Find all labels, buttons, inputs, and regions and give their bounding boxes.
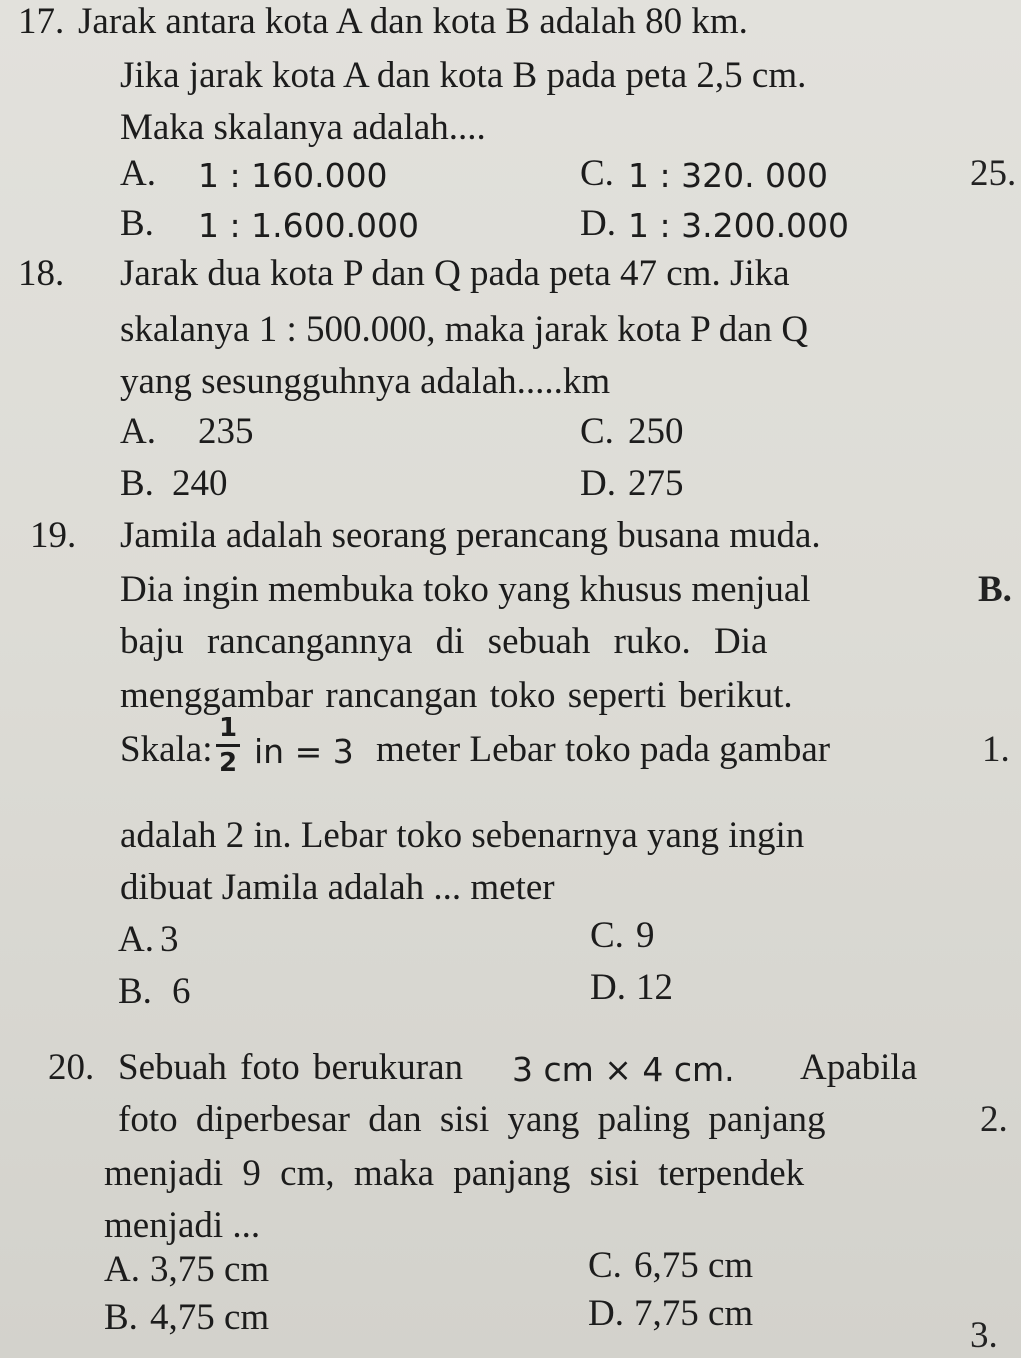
option-letter: A. xyxy=(120,411,156,452)
option-text: 4,75 cm xyxy=(150,1297,270,1338)
option-text: 275 xyxy=(628,463,684,504)
question-number: 17. xyxy=(18,1,65,42)
question-text-line: Apabila xyxy=(800,1047,918,1088)
option-letter: B. xyxy=(104,1297,138,1338)
option-text: 3 xyxy=(160,919,179,960)
question-text-line: Jarak antara kota A dan kota B adalah 80 km. xyxy=(78,1,748,42)
size-expression: 3 cm × 4 cm. xyxy=(512,1050,735,1089)
question-text-line: menjadi ... xyxy=(104,1205,261,1246)
question-text-line: adalah 2 in. Lebar toko sebenarnya yang ingin xyxy=(120,815,805,856)
scale-label: Skala: xyxy=(120,729,213,770)
option-letter: D. xyxy=(588,1293,624,1334)
option-text: 6,75 cm xyxy=(634,1245,754,1286)
option-letter: B. xyxy=(118,971,152,1012)
question-text-line: menggambar rancangan toko seperti berikut. xyxy=(120,675,793,716)
option-text: 250 xyxy=(628,411,684,452)
option-letter: A. xyxy=(118,919,154,960)
side-label: 2. xyxy=(980,1099,1008,1140)
question-text-line: Dia ingin membuka toko yang khusus menjual xyxy=(120,569,811,610)
question-text-line: foto diperbesar dan sisi yang paling panjang xyxy=(118,1099,826,1140)
option-text: 9 xyxy=(636,915,655,956)
option-letter: C. xyxy=(580,411,614,452)
question-text-line: dibuat Jamila adalah ... meter xyxy=(120,867,555,908)
question-text-line: Jika jarak kota A dan kota B pada peta 2,5 cm. xyxy=(120,55,807,96)
option-text: 3,75 cm xyxy=(150,1249,270,1290)
option-letter: C. xyxy=(580,153,614,194)
option-letter: A. xyxy=(120,153,156,194)
question-text-line: menjadi 9 cm, maka panjang sisi terpendek xyxy=(104,1153,805,1194)
side-label: 3. xyxy=(970,1315,998,1356)
question-text-line: baju rancangannya di sebuah ruko. Dia xyxy=(120,621,768,662)
side-label: 1. xyxy=(982,729,1010,770)
option-letter: A. xyxy=(104,1249,140,1290)
question-text-line: skalanya 1 : 500.000, maka jarak kota P dan Q xyxy=(120,309,809,350)
option-letter: C. xyxy=(590,915,624,956)
option-text: 240 xyxy=(172,463,228,504)
fraction-numerator: 1 xyxy=(218,713,238,743)
option-text: 1 : 1.600.000 xyxy=(198,206,420,245)
option-letter: D. xyxy=(580,463,616,504)
fraction-bar xyxy=(216,744,240,747)
question-text-line: Sebuah foto berukuran xyxy=(118,1047,464,1088)
scale-fraction xyxy=(212,714,244,777)
question-number: 20. xyxy=(48,1047,95,1088)
option-text: 1 : 160.000 xyxy=(198,156,388,195)
option-text: 235 xyxy=(198,411,254,452)
question-text-line: meter Lebar toko pada gambar xyxy=(376,729,831,770)
question-text-line: Jamila adalah seorang perancang busana muda. xyxy=(120,515,821,556)
option-text: 7,75 cm xyxy=(634,1293,754,1334)
question-text-line: yang sesungguhnya adalah.....km xyxy=(120,361,611,402)
fraction-denominator: 2 xyxy=(218,748,238,778)
option-text: 12 xyxy=(636,967,673,1008)
option-letter: B. xyxy=(120,463,154,504)
side-label: B. xyxy=(978,569,1012,610)
option-text: 1 : 320. 000 xyxy=(628,156,829,195)
question-number: 19. xyxy=(30,515,77,556)
option-letter: B. xyxy=(120,203,154,244)
scale-equation: in = 3 xyxy=(254,732,354,771)
option-text: 6 xyxy=(172,971,191,1012)
option-letter: D. xyxy=(590,967,626,1008)
side-label: 25. xyxy=(970,153,1017,194)
option-letter: C. xyxy=(588,1245,622,1286)
option-letter: D. xyxy=(580,203,616,244)
question-number: 18. xyxy=(18,253,65,294)
option-text: 1 : 3.200.000 xyxy=(628,206,850,245)
question-text-line: Maka skalanya adalah.... xyxy=(120,107,486,148)
question-text-line: Jarak dua kota P dan Q pada peta 47 cm. Jika xyxy=(120,253,790,294)
